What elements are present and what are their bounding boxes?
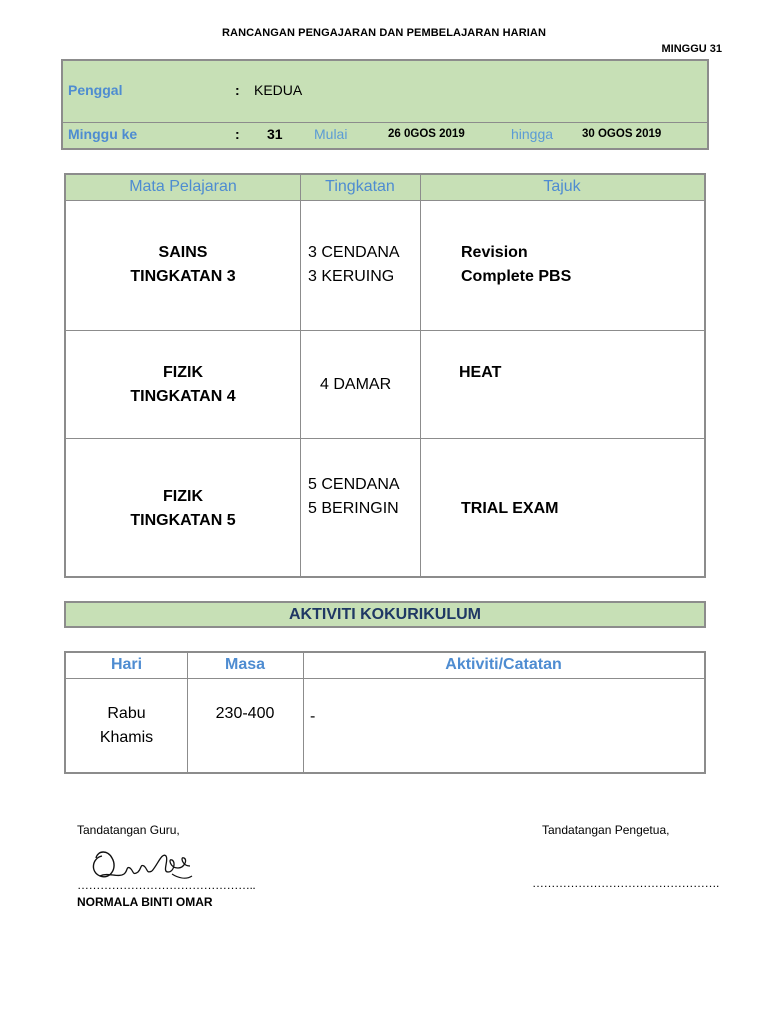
lesson-table	[64, 173, 706, 578]
subject-cell	[66, 485, 300, 533]
class-cell	[320, 373, 391, 397]
row-divider	[66, 438, 704, 439]
teacher-name: NORMALA BINTI OMAR	[77, 895, 213, 909]
class-name: 5 CENDANA	[308, 476, 400, 493]
document-title: RANCANGAN PENGAJARAN DAN PEMBELAJARAN HARIAN	[221, 27, 547, 39]
activity-table	[64, 651, 706, 774]
term-row	[63, 61, 707, 123]
column-divider	[300, 175, 301, 576]
time-cell: 230-400	[215, 705, 275, 722]
subject-cell	[66, 361, 300, 409]
term-label: Penggal	[68, 82, 123, 98]
week-colon: :	[235, 126, 240, 142]
principal-signature-label: Tandatangan Pengetua,	[542, 823, 670, 837]
subject-name: FIZIK	[163, 488, 203, 505]
row-divider	[66, 330, 704, 331]
header-day: Hari	[110, 656, 143, 673]
info-box	[61, 59, 709, 150]
week-label: MINGGU 31	[661, 43, 722, 55]
class-cell	[308, 241, 400, 289]
cocurricular-title: AKTIVITI KOKURIKULUM	[64, 601, 706, 628]
week-row	[63, 123, 707, 148]
topic-line: Complete PBS	[461, 268, 572, 285]
day-name: Khamis	[99, 729, 154, 746]
topic-cell	[459, 361, 501, 385]
header-activity: Aktiviti/Catatan	[445, 656, 562, 673]
subject-name: SAINS	[158, 244, 208, 261]
topic-cell	[461, 497, 558, 521]
column-divider	[303, 653, 304, 772]
subject-name: FIZIK	[163, 364, 203, 381]
activity-note: -	[310, 708, 316, 725]
topic-line: Revision	[461, 244, 528, 261]
subject-cell	[66, 241, 300, 289]
start-label: Mulai	[314, 126, 348, 142]
class-name: 5 BERINGIN	[308, 500, 399, 517]
week-number-value: 31	[267, 126, 283, 142]
week-number-label: Minggu ke	[68, 126, 138, 142]
topic-line: HEAT	[459, 364, 502, 381]
topic-cell	[461, 241, 571, 289]
column-divider	[420, 175, 421, 576]
topic-line: TRIAL EXAM	[461, 500, 559, 517]
subject-form: TINGKATAN 4	[130, 388, 236, 405]
term-value: KEDUA	[254, 82, 303, 98]
lesson-table-header	[66, 175, 704, 201]
header-class: Tingkatan	[325, 178, 395, 195]
activity-table-header	[66, 653, 704, 679]
header-subject: Mata Pelajaran	[129, 178, 237, 195]
day-name: Rabu	[107, 705, 146, 722]
subject-form: TINGKATAN 5	[130, 512, 236, 529]
header-time: Masa	[224, 656, 266, 673]
class-cell	[308, 473, 400, 521]
header-topic: Tajuk	[543, 178, 581, 195]
start-date: 26 0GOS 2019	[388, 128, 465, 140]
class-name: 3 CENDANA	[308, 244, 400, 261]
end-date: 30 OGOS 2019	[582, 128, 662, 140]
until-label: hingga	[511, 126, 554, 142]
teacher-signature-line: ………………………………………..	[77, 878, 256, 892]
day-cell	[66, 702, 187, 750]
class-name: 4 DAMAR	[320, 376, 392, 393]
principal-signature-line: ………………………………………….	[532, 876, 719, 890]
class-name: 3 KERUING	[308, 268, 395, 285]
subject-form: TINGKATAN 3	[130, 268, 236, 285]
term-colon: :	[235, 82, 240, 98]
teacher-signature-label: Tandatangan Guru,	[77, 823, 180, 837]
